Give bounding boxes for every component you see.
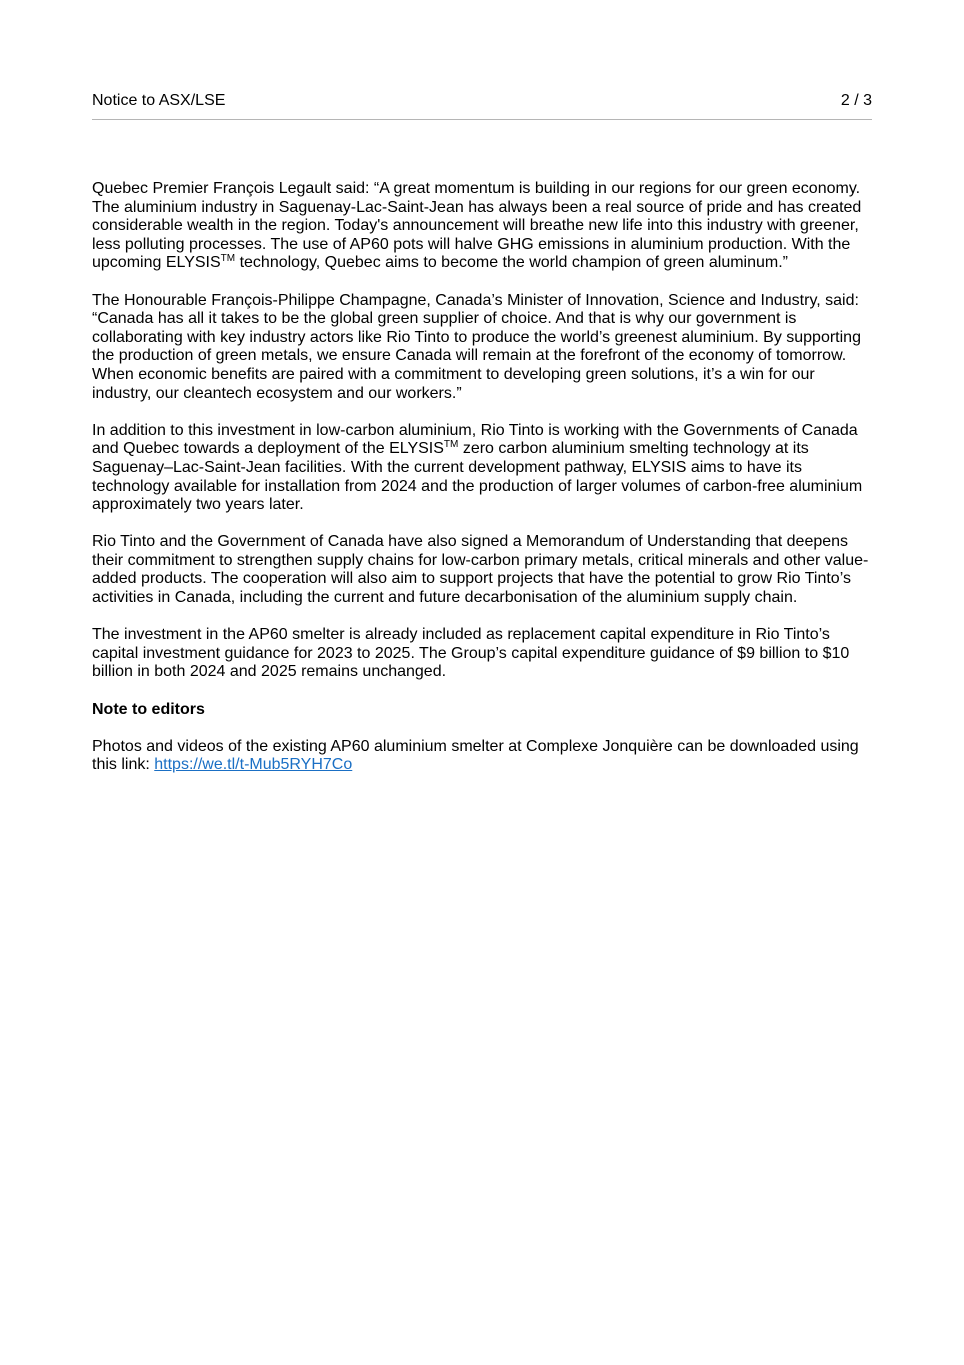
paragraph-elysis <box>92 422 876 515</box>
note-to-editors-heading: Note to editors <box>92 700 205 718</box>
paragraph-text: In addition to this investment in low-carbon aluminium, Rio Tinto is working with the Governments of Canada and Quebec towards a deployment of the ELYSIS <box>92 421 858 458</box>
note-to-editors-body <box>92 738 876 775</box>
trademark-superscript: TM <box>443 439 459 451</box>
paragraph-text: Quebec Premier François Legault said: “A great momentum is building in our regions for our green economy. The aluminium industry in Saguenay-Lac-Saint-Jean has always been a real source of pride and has created considerable wealth in the region. Today's announcement will breathe new life into this industry with greener, less polluting processes. The use of AP60 pots will halve GHG emissions in aluminium production. With the upcoming ELYSIS <box>92 180 862 272</box>
document-body <box>92 180 876 794</box>
paragraph-memorandum: Rio Tinto and the Government of Canada have also signed a Memorandum of Understanding that deepens their commitment to strengthen supply chains for low-carbon primary metals, critical minerals and other value-added products. The cooperation will also aim to support projects that have the potential to grow Rio Tinto’s activities in Canada, including the current and future decarbonisation of the aluminium supply chain. <box>92 533 869 607</box>
note-text: Photos and videos of the existing AP60 aluminium smelter at Complexe Jonquière can be downloaded using this link: <box>92 737 859 774</box>
page-header <box>92 90 872 120</box>
download-link[interactable]: https://we.tl/t-Mub5RYH7Co <box>154 756 353 774</box>
page-number: 2 / 3 <box>840 92 872 109</box>
paragraph-minister-quote: The Honourable François-Philippe Champagne, Canada’s Minister of Innovation, Science and Industry, said: “Canada has all it takes to be the global green supplier of choice. And that is why our government is collaborating with key industry actors like Rio Tinto to produce the world’s greenest aluminium. By supporting the production of green metals, we ensure Canada will remain at the forefront of the economy of tomorrow. When economic benefits are paired with a commitment to developing green solutions, it’s a win for our industry, our cleantech ecosystem and our workers.” <box>92 291 861 402</box>
paragraph-premier-quote <box>92 180 876 273</box>
trademark-superscript: TM <box>220 253 236 265</box>
document-type: Notice to ASX/LSE <box>92 92 226 109</box>
paragraph-text: zero carbon aluminium smelting technology at its Saguenay–Lac-Saint-Jean facilities. With the current development pathway, ELYSIS aims to have its technology available for installation from 2024 and the production of larger volumes of carbon-free aluminium approximately two years later. <box>92 440 863 514</box>
paragraph-text: technology, Quebec aims to become the world champion of green aluminum.” <box>235 254 789 272</box>
paragraph-investment-guidance: The investment in the AP60 smelter is already included as replacement capital expenditure in Rio Tinto’s capital investment guidance for 2023 to 2025. The Group’s capital expenditure guidance of $9 billion to $10 billion in both 2024 and 2025 remains unchanged. <box>92 626 850 681</box>
